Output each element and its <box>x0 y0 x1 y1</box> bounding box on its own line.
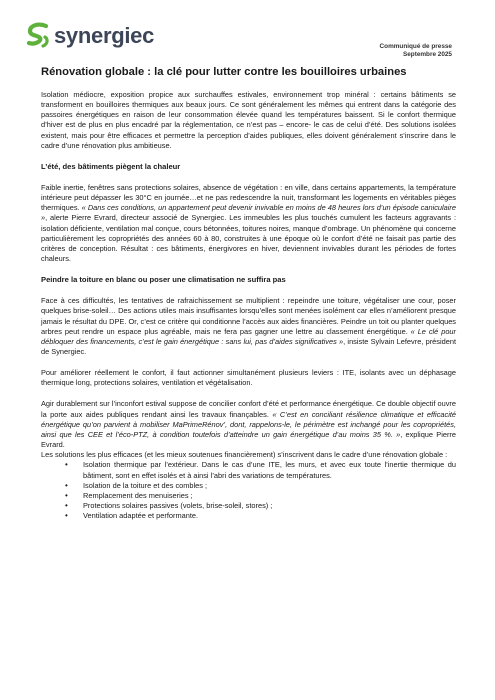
section2-text-end: , insiste Sylvain Lefevre, président de Synergiec. <box>41 336 456 356</box>
list-item: • Isolation de la toiture et des combles ; <box>65 481 456 491</box>
section2-p3-end: , explique Pierre Evrard. <box>41 429 456 450</box>
brand-name: synergiec <box>54 23 155 48</box>
section2-p3-start: Agir durablement sur l’inconfort estival suppose de concilier confort d’été et performance énergétique. Ce double objectif ouvre la porte aux aides publiques rendant ainsi les travaux finançables. <box>41 399 456 419</box>
document-body <box>41 65 456 521</box>
list-item: • Protections solaires passives (volets, brise-soleil, stores) ; <box>65 501 456 511</box>
section2-paragraph-3 <box>41 399 456 450</box>
section2-text-start: Face à ces difficultés, les tentatives de rafraichissement se multiplient : repeindre une toiture, végétaliser une cour, poser quelques brise-soleil… Des actions utiles mais insuffisantes lorsqu’elles sont menées isolément car elles n’améliorent presque jamais le résultat du DPE. Or, c’est ce critère qui conditionne l’accès aux aides financières. Peindre un toit ou planter quelques arbres peut rendre un espace plus agréable, mais ne fera pas gagner une lettre au classement énergétique. <box>41 296 456 336</box>
section1-heading: L’été, des bâtiments piègent la chaleur <box>41 161 181 171</box>
press-release-label: Communiqué de presse <box>379 43 452 50</box>
section1-quote: « Dans ces conditions, un appartement peut devenir invivable en moins de 48 heures lors d’un épisode caniculaire » <box>41 203 456 223</box>
list-item: • Ventilation adaptée et performante. <box>65 511 456 521</box>
solutions-list <box>41 460 456 521</box>
section2-quote: « Le clé pour débloquer des financements, c’est le gain énergétique : sans lui, pas d’aides significatives » <box>41 326 456 346</box>
section2-paragraph-4: Les solutions les plus efficaces (et les mieux soutenues financièrement) s’inscrivent dans le cadre d’une rénovation globale : <box>41 450 448 460</box>
section2-paragraph-1 <box>41 296 456 357</box>
section2-paragraph-2: Pour améliorer réellement le confort, il faut actionner simultanément plusieurs leviers : ITE, isolants avec un déphasage thermique long, protections solaires, ventilation et végétalisation. <box>41 368 456 388</box>
press-release-meta <box>380 43 452 59</box>
page-title: Rénovation globale : la clé pour lutter contre les bouilloires urbaines <box>41 66 407 78</box>
section1-paragraph <box>41 183 456 264</box>
section2-p3-quote: « C’est en conciliant résilience climatique et efficacité énergétique qu’on parvient à mobiliser MaPrimeRénov’, dont, rappelons-le, le périmètre est inchangé pour les copropriétés, ainsi que les CEE et l’éco-PTZ, à condition toutefois d’atteindre un gain énergétique d’au moins 35 %. » <box>41 409 456 439</box>
intro-paragraph: Isolation médiocre, exposition propice aux surchauffes estivales, environnement trop minéral : certains bâtiments se transforment en bouilloires thermiques aux beaux jours. Ce sont généralement les mêmes qui entrent dans la catégorie des passoires énergétiques en raison de leur consommation élevée quand les températures baissent. Si le confort thermique d’hiver est de plus en plus encadré par la réglementation, ce n’est pas – encore- le cas de celui d’été. Des solutions isolées existent, mais pour être efficaces et permettre la perception d’aides publiques, elles doivent généralement s’inscrire dans le cadre d’une rénovation plus ambitieuse. <box>41 90 456 150</box>
synergiec-logo-icon <box>26 22 50 50</box>
synergiec-logo <box>26 22 154 50</box>
press-release-date: Septembre 2025 <box>402 51 452 58</box>
list-item: • Remplacement des menuiseries ; <box>65 491 456 501</box>
list-item: • Isolation thermique par l’extérieur. Dans le cas d’une ITE, les murs, et avec eux toute l’inertie thermique du bâtiment, sont en effet isolés et à ainsi l’abri des variations de températures. <box>65 460 456 480</box>
section2-heading: Peindre la toiture en blanc ou poser une climatisation ne suffira pas <box>41 275 286 285</box>
section1-text-end: , alerte Pierre Evrard, directeur associé de Synergiec. Les immeubles les plus touchés cumulent les facteurs aggravants : isolation déficiente, ventilation mal conçue, cours bétonnées, toitures noires, manque d’ombrage. Un phénomène qui concerne particulièrement les copropriétés des années 60 à 80, construites à une époque où le confort d’été ne faisait pas partie des critères de conception. Résultat : ces bâtiments, énergivores en hiver, deviennent invivables durant les périodes de fortes chaleurs. <box>41 213 456 264</box>
section1-text-start: Faible inertie, fenêtres sans protections solaires, absence de végétation : en ville, dans certains appartements, la température intérieure peut dépasser les 30°C en journée…et ne pas redescendre la nuit, transformant les logements en véritables pièges thermiques. <box>41 182 456 213</box>
